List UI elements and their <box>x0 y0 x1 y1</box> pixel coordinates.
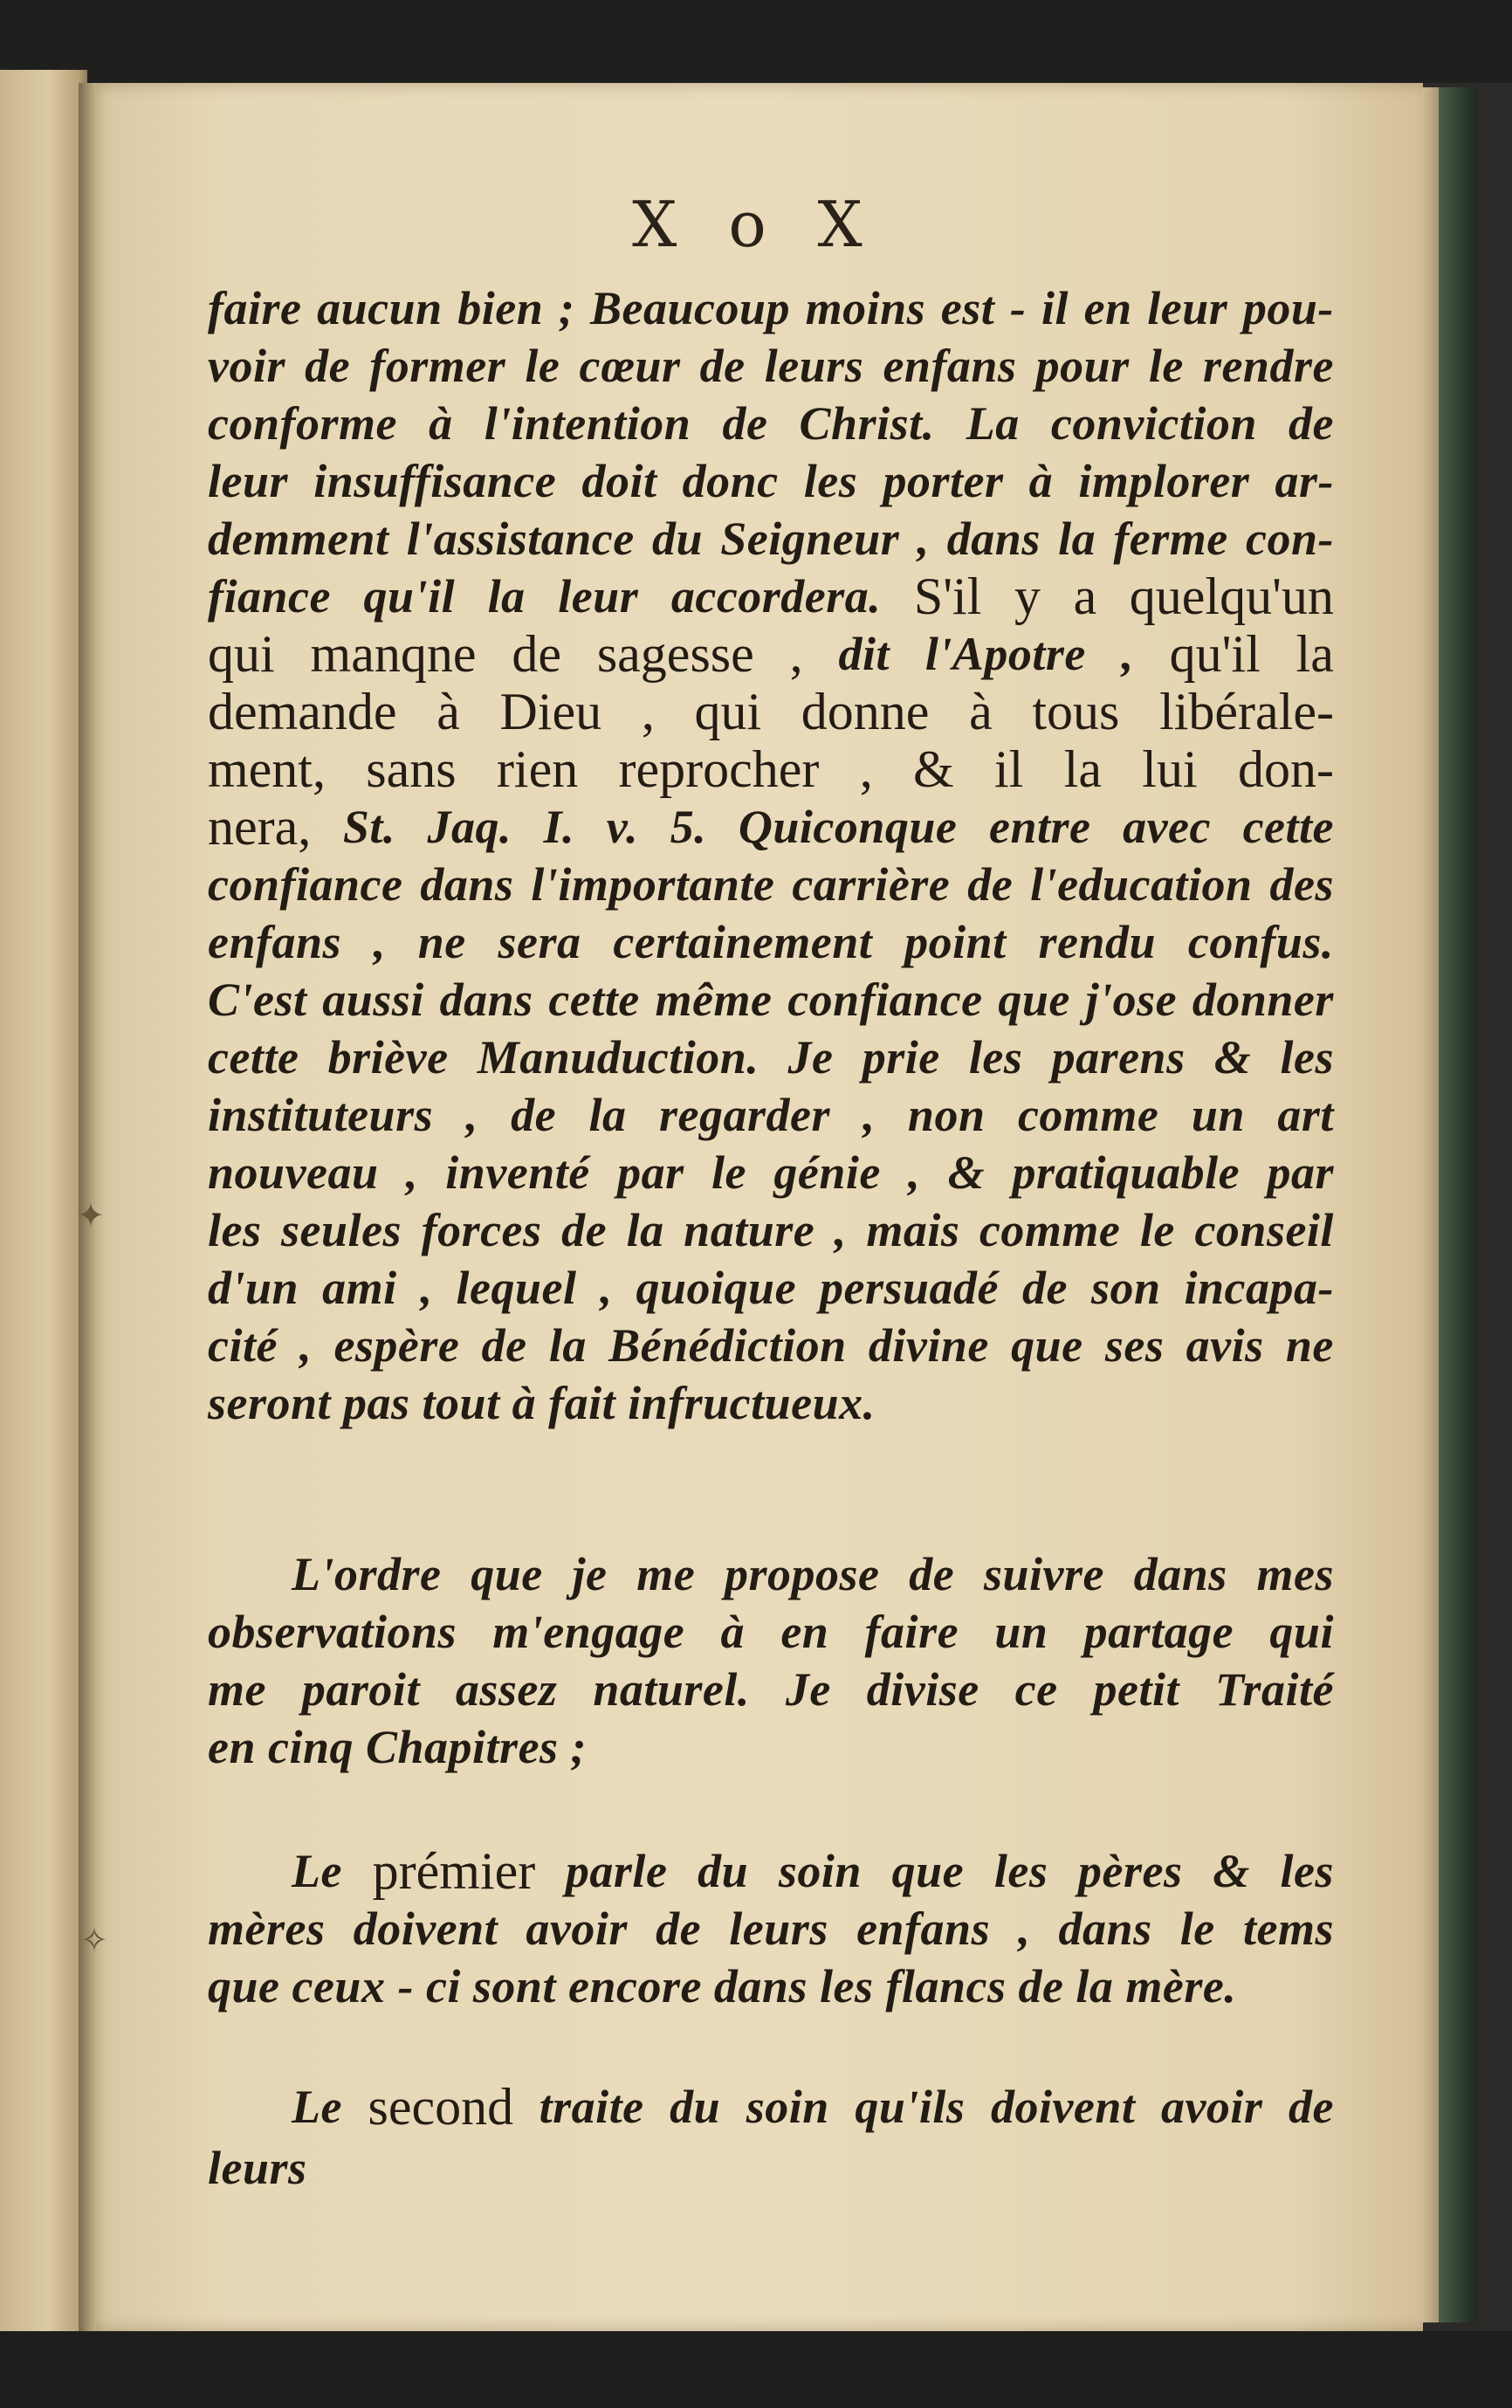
text-run: que ceux - ci sont encore dans les flancs de la mère. <box>208 1960 1237 2012</box>
text-word: ne <box>1285 1319 1334 1372</box>
text-word: leurs <box>764 340 864 392</box>
text-word: dit <box>838 628 890 680</box>
text-word: dans <box>1133 1548 1227 1600</box>
text-word: & <box>913 740 954 798</box>
text-word: L'ordre <box>292 1548 442 1600</box>
text-line <box>208 1086 1334 1144</box>
text-word: les <box>208 1204 262 1256</box>
text-line <box>208 395 1334 452</box>
text-word: , <box>908 1146 921 1199</box>
text-word: seules <box>281 1204 402 1256</box>
text-word: I. <box>543 801 575 853</box>
text-word: de <box>1022 1262 1068 1314</box>
text-word: rien <box>496 740 579 798</box>
text-word: C'est <box>208 974 307 1026</box>
text-word: Jaq. <box>427 801 512 853</box>
text-word: carrière <box>792 858 951 911</box>
text-line <box>208 971 1334 1029</box>
text-word: par <box>617 1146 684 1199</box>
text-word: ami <box>322 1262 397 1314</box>
text-word: con- <box>1246 513 1334 565</box>
text-word: cœur <box>579 340 681 392</box>
text-word: pou- <box>1242 282 1334 334</box>
text-word: , <box>834 1204 847 1256</box>
page-header-ornament: X o X <box>632 188 878 261</box>
text-word: je <box>572 1548 608 1600</box>
text-word: même <box>655 974 773 1026</box>
text-word: sans <box>366 740 457 798</box>
text-word: Manuduction. <box>477 1031 759 1084</box>
book-cover-edge <box>1439 87 1477 2322</box>
text-word: les <box>1280 1031 1334 1084</box>
text-word: de <box>1288 2081 1334 2133</box>
text-line <box>208 1374 1334 1432</box>
text-word: la <box>1058 513 1096 565</box>
text-line <box>208 452 1334 510</box>
text-word: cette <box>208 1031 299 1084</box>
binding-thread-mark: ✧ <box>80 1921 108 1959</box>
text-word: inventé <box>445 1146 590 1199</box>
text-line <box>208 279 1334 337</box>
text-word: tems <box>1243 1902 1334 1955</box>
text-word: avis <box>1186 1319 1264 1372</box>
text-word: comme <box>1017 1089 1159 1141</box>
text-word: , <box>600 1262 613 1314</box>
text-word: lequel <box>456 1262 577 1314</box>
text-run: en cinq Chapitres ; <box>208 1721 588 1773</box>
paragraph-4 <box>208 2078 1334 2136</box>
text-word: j'ose <box>1085 974 1178 1026</box>
text-word: donne <box>801 683 930 740</box>
text-line <box>208 510 1334 568</box>
text-word: assez <box>455 1663 558 1716</box>
text-word: les <box>803 455 858 507</box>
text-line <box>208 683 1334 740</box>
text-word: génie <box>773 1146 881 1199</box>
text-word: donner <box>1192 974 1334 1026</box>
paragraph-2 <box>208 1545 1334 1776</box>
text-word: porter <box>883 455 1004 507</box>
text-word: , <box>863 1089 876 1141</box>
text-word: le <box>1139 1204 1175 1256</box>
text-word: paroit <box>301 1663 420 1716</box>
text-word: à <box>720 1606 746 1658</box>
text-line <box>208 1900 1334 1957</box>
text-word: , <box>917 513 930 565</box>
text-line <box>208 1201 1334 1259</box>
text-word: dans <box>946 513 1041 565</box>
text-line <box>208 1317 1334 1374</box>
text-line <box>208 798 1334 856</box>
text-word: que <box>891 1845 965 1897</box>
text-word: point <box>904 916 1007 968</box>
text-line <box>208 913 1334 971</box>
text-word: a <box>1073 568 1097 625</box>
text-word: S'il <box>913 568 982 625</box>
text-line <box>208 1259 1334 1317</box>
text-word: à <box>969 683 993 740</box>
text-word: demment <box>208 513 389 565</box>
text-word: qu'il <box>1169 625 1261 683</box>
text-word: est <box>940 282 995 334</box>
text-word: un <box>994 1606 1048 1658</box>
text-word: , <box>420 1262 433 1314</box>
text-word: non <box>907 1089 986 1141</box>
text-word: soin <box>778 1845 862 1897</box>
text-word: de <box>561 1204 608 1256</box>
text-word: accordera. <box>670 570 882 623</box>
text-word: observations <box>208 1606 457 1658</box>
text-line <box>208 1661 1334 1718</box>
text-line <box>208 568 1334 625</box>
text-word: confiance <box>208 858 403 911</box>
text-line <box>208 740 1334 798</box>
text-word: sera <box>498 916 581 968</box>
text-word: avoir <box>526 1902 628 1955</box>
text-word: reprocher <box>618 740 820 798</box>
text-word: de <box>656 1902 702 1955</box>
text-line <box>208 1029 1334 1086</box>
text-word: Quiconque <box>738 801 958 853</box>
text-word: du <box>698 1845 749 1897</box>
text-word: me <box>636 1548 696 1600</box>
text-word: enfans <box>208 916 342 968</box>
text-word: conseil <box>1194 1204 1334 1256</box>
text-word: le <box>1148 340 1184 392</box>
text-word: l'Apotre <box>924 628 1086 680</box>
text-word: conviction <box>1050 397 1257 450</box>
text-word: comme <box>979 1204 1121 1256</box>
text-word: demande <box>208 683 397 740</box>
text-word: divine <box>868 1319 989 1372</box>
text-line <box>208 1144 1334 1201</box>
text-word: doivent <box>353 1902 498 1955</box>
text-word: v. <box>606 801 639 853</box>
text-word: avec <box>1123 801 1211 853</box>
text-word: de <box>305 340 351 392</box>
text-word: partage <box>1083 1606 1234 1658</box>
text-word: pratiquable <box>1012 1146 1241 1199</box>
text-word: bien <box>457 282 544 334</box>
text-word: propose <box>724 1548 880 1600</box>
text-word: , <box>1121 628 1134 680</box>
text-word: de <box>909 1548 955 1600</box>
text-word: tous <box>1032 683 1120 740</box>
text-word: Seigneur <box>720 513 900 565</box>
text-word: , <box>789 625 803 683</box>
text-word: ar- <box>1275 455 1334 507</box>
text-word: le <box>1179 1902 1215 1955</box>
text-word: former <box>369 340 506 392</box>
text-word: m'engage <box>492 1606 685 1658</box>
text-word: entre <box>988 801 1091 853</box>
text-word: la <box>1296 625 1334 683</box>
text-line <box>208 1957 1334 2015</box>
text-word: avoir <box>1160 2081 1263 2133</box>
text-word: confus. <box>1187 916 1334 968</box>
text-word: l'education <box>1030 858 1253 911</box>
paragraph-3 <box>208 1842 1334 2015</box>
text-line <box>208 1545 1334 1603</box>
text-word: qu'il <box>363 570 456 623</box>
text-word: lui <box>1142 740 1198 798</box>
catchword <box>208 2139 1334 2197</box>
text-word: Traité <box>1214 1663 1334 1716</box>
text-word: certainement <box>613 916 873 968</box>
text-word: que <box>471 1548 543 1600</box>
text-word: forces <box>421 1204 542 1256</box>
text-word: parens <box>1051 1031 1186 1084</box>
text-word: qui <box>208 625 275 683</box>
text-line <box>208 1842 1334 1900</box>
text-word: de <box>512 625 561 683</box>
catchword-text: leurs <box>208 2142 307 2194</box>
text-word: , <box>373 916 386 968</box>
text-word: de <box>511 1089 557 1141</box>
text-word: doivent <box>990 2081 1136 2133</box>
text-word: qu'ils <box>855 2081 966 2133</box>
text-word: , <box>641 683 655 740</box>
text-line <box>208 1603 1334 1661</box>
text-word: naturel. <box>593 1663 750 1716</box>
text-word: les <box>1280 1845 1334 1897</box>
text-word: La <box>966 397 1020 450</box>
text-word: l'intention <box>484 397 691 450</box>
text-word: ; <box>558 282 575 334</box>
text-word: doit <box>581 455 657 507</box>
text-word: la <box>548 1319 587 1372</box>
text-word: espère <box>333 1319 460 1372</box>
text-word: à <box>1028 455 1054 507</box>
text-word: qui <box>1269 1606 1334 1658</box>
text-word: Je <box>787 1031 834 1084</box>
text-word: nature <box>684 1204 815 1256</box>
text-word: il <box>994 740 1024 798</box>
text-word: le <box>525 340 560 392</box>
text-word: conforme <box>208 397 397 450</box>
text-word: confiance <box>787 974 983 1026</box>
text-word: ment, <box>208 740 326 798</box>
text-word: mais <box>866 1204 960 1256</box>
text-word: libérale- <box>1159 683 1334 740</box>
text-word: fiance <box>208 570 331 623</box>
text-word: , <box>1018 1902 1031 1955</box>
text-line <box>208 856 1334 913</box>
text-word: moins <box>805 282 926 334</box>
text-word: son <box>1090 1262 1161 1314</box>
text-word: les <box>993 1845 1048 1897</box>
text-word: dans <box>420 858 514 911</box>
text-word: la <box>487 570 526 623</box>
text-word: leur <box>558 570 639 623</box>
text-word: voir <box>208 340 285 392</box>
text-word: d'un <box>208 1262 299 1314</box>
text-word: dans <box>1058 1902 1152 1955</box>
text-word: nouveau <box>208 1146 379 1199</box>
text-word: , <box>299 1319 313 1372</box>
text-word: implorer <box>1078 455 1250 507</box>
scan-background-bottom <box>0 2331 1512 2408</box>
text-word: ferme <box>1113 513 1228 565</box>
text-word: traite <box>539 2081 644 2133</box>
text-word: Je <box>785 1663 831 1716</box>
text-word: du <box>670 2081 721 2133</box>
binding-thread-mark: ✦ <box>77 1196 105 1235</box>
text-word: briève <box>327 1031 449 1084</box>
text-word: à <box>436 683 460 740</box>
text-word: la <box>626 1204 664 1256</box>
text-word: Christ. <box>799 397 935 450</box>
text-word: sagesse <box>596 625 754 683</box>
text-word: l'importante <box>531 858 775 911</box>
text-word: ce <box>1014 1663 1058 1716</box>
text-word: l'assistance <box>406 513 635 565</box>
text-word: persuadé <box>820 1262 1000 1314</box>
text-word: en <box>1083 282 1132 334</box>
text-word: il <box>1041 282 1069 334</box>
text-word: soin <box>746 2081 829 2133</box>
text-word: de <box>481 1319 527 1372</box>
text-word: incapa- <box>1184 1262 1334 1314</box>
text-word: & <box>1213 1031 1252 1084</box>
text-word: de <box>722 397 768 450</box>
text-word: petit <box>1093 1663 1180 1716</box>
text-word: les <box>968 1031 1023 1084</box>
text-word: quelqu'un <box>1129 568 1334 625</box>
text-word: faire <box>208 282 302 334</box>
facing-page-edge <box>0 70 87 2340</box>
text-word: , <box>405 1146 418 1199</box>
text-word: , <box>465 1089 478 1141</box>
text-word: de <box>1288 397 1334 450</box>
text-word: enfans <box>856 1902 991 1955</box>
text-word: me <box>208 1663 266 1716</box>
scan-background-top <box>0 0 1512 83</box>
text-word: regarder <box>658 1089 830 1141</box>
text-word: mères <box>208 1902 326 1955</box>
text-word: quoique <box>636 1262 797 1314</box>
text-word: le <box>711 1146 747 1199</box>
text-word: aussi <box>322 974 424 1026</box>
page-edge-strip <box>1423 87 1439 2322</box>
text-word: Bénédiction <box>608 1319 847 1372</box>
text-word: , <box>859 740 873 798</box>
text-line <box>208 337 1334 395</box>
text-word: & <box>1213 1845 1250 1897</box>
text-word: Beaucoup <box>589 282 791 334</box>
text-word: prémier <box>372 1842 536 1900</box>
text-word: leurs <box>729 1902 828 1955</box>
text-word: Le <box>292 1845 342 1897</box>
text-word: pères <box>1078 1845 1183 1897</box>
text-word: donc <box>682 455 779 507</box>
paragraph-1 <box>208 279 1334 1432</box>
text-word: que <box>1011 1319 1083 1372</box>
text-word: qui <box>694 683 762 740</box>
text-word: St. <box>342 801 395 853</box>
text-word: - <box>1009 282 1027 334</box>
text-word: cité <box>208 1319 278 1372</box>
text-line <box>208 1718 1334 1776</box>
text-word: mes <box>1256 1548 1334 1600</box>
text-word: en <box>780 1606 829 1658</box>
text-word: ne <box>417 916 466 968</box>
text-word: art <box>1277 1089 1334 1141</box>
text-word: rendu <box>1038 916 1157 968</box>
text-word: instituteurs <box>208 1089 434 1141</box>
text-word: leur <box>1147 282 1228 334</box>
text-word: du <box>651 513 704 565</box>
text-word: Dieu <box>499 683 602 740</box>
text-word: des <box>1269 858 1334 911</box>
text-word: nera, <box>208 798 312 856</box>
text-word: enfans <box>883 340 1017 392</box>
text-word: Le <box>292 2081 342 2133</box>
text-word: prie <box>862 1031 940 1084</box>
text-word: de <box>967 858 1014 911</box>
text-word: cette <box>548 974 640 1026</box>
text-word: parle <box>565 1845 668 1897</box>
text-word: la <box>588 1089 627 1141</box>
text-word: don- <box>1237 740 1334 798</box>
text-line <box>208 625 1334 683</box>
text-word: second <box>368 2078 514 2136</box>
text-word: dans <box>439 974 533 1026</box>
text-word: manqne <box>310 625 477 683</box>
text-word: la <box>1063 740 1102 798</box>
text-word: insuffisance <box>313 455 557 507</box>
text-line <box>208 2078 1334 2136</box>
text-word: faire <box>864 1606 959 1658</box>
text-word: cette <box>1242 801 1334 853</box>
text-word: divise <box>866 1663 979 1716</box>
text-word: par <box>1267 1146 1334 1199</box>
text-word: que <box>998 974 1070 1026</box>
text-word: suivre <box>983 1548 1104 1600</box>
text-word: rendre <box>1202 340 1334 392</box>
text-word: à <box>429 397 453 450</box>
text-word: y <box>1014 568 1041 625</box>
text-word: pour <box>1035 340 1130 392</box>
text-word: un <box>1191 1089 1245 1141</box>
text-word: ses <box>1104 1319 1165 1372</box>
text-word: de <box>699 340 746 392</box>
text-word: 5. <box>670 801 707 853</box>
text-word: aucun <box>317 282 443 334</box>
text-word: & <box>947 1146 986 1199</box>
text-run: seront pas tout à fait infructueux. <box>208 1377 876 1429</box>
text-word: leur <box>208 455 289 507</box>
